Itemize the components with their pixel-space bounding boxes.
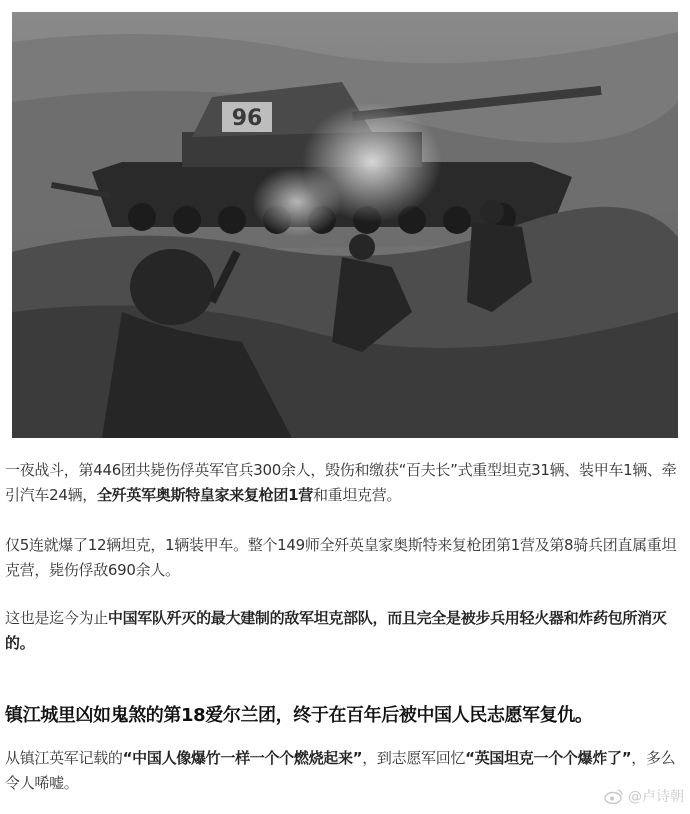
p2-text: 仅5连就爆了12辆坦克，1辆装甲车。整个149师全歼英皇家奥斯特来复枪团第1营及第8骑兵团直属重坦克营，毙伤俘敌690余人。 [5,536,677,579]
p1-emphasis: 全歼英军奥斯特皇家来复枪团1营 [97,486,313,504]
p3-emphasis: 中国军队歼灭的最大建制的敌军坦克部队，而且完全是被步兵用轻火器和炸药包所消灭的。 [5,609,667,652]
weibo-icon [604,788,624,804]
tank-number: 96 [231,106,263,131]
watermark [604,786,684,806]
p4-middle: ，到志愿军回忆 [362,749,466,767]
battle-scene-illustration [12,12,678,438]
p1-text: 一夜战斗，第446团共毙伤俘英军官兵300余人，毁伤和缴获“百夫长”式重型坦克31辆、装甲车1辆、牵引汽车24辆， [5,461,677,504]
p1-tail: 和重坦克营。 [312,486,402,504]
p4-text: 从镇江英军记载的 [5,749,123,767]
p4-tail: ，多么令人唏嘘。 [5,749,676,792]
p4-quote-1: “中国人像爆竹一样一个个燃烧起来” [122,749,363,767]
p4-quote-2: “英国坦克一个个爆炸了” [465,749,632,767]
paragraph-battle-result [5,458,685,508]
section-heading: 镇江城里凶如鬼煞的第18爱尔兰团，终于在百年后被中国人民志愿军复仇。 [5,705,593,726]
paragraph-quotes [5,746,685,796]
watermark-text: @卢诗朝 [628,789,684,805]
paragraph-largest-unit [5,606,685,656]
p3-text: 这也是迄今为止 [5,609,108,627]
battle-photo [12,12,678,438]
paragraph-fifth-company [5,533,685,583]
